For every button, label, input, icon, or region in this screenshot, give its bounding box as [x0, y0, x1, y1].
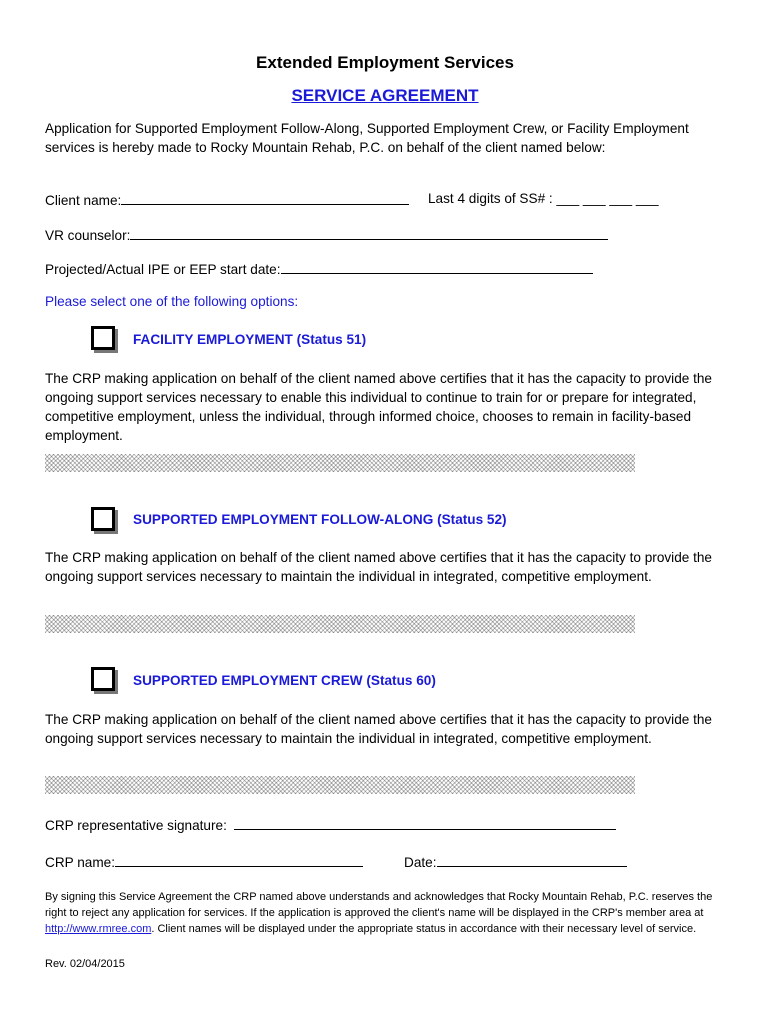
start-date-field[interactable] [281, 260, 593, 274]
crp-name-row [45, 853, 363, 870]
date-row [404, 853, 627, 870]
intro-paragraph: Application for Supported Employment Follow-Along, Supported Employment Crew, or Facility Employment services is hereby made to Rocky Mountain Rehab, P.C. on behalf of the client named below: [45, 121, 689, 155]
date-field[interactable] [437, 853, 627, 867]
section-divider [45, 776, 635, 794]
vr-counselor-row [45, 226, 608, 243]
document-subtitle: SERVICE AGREEMENT [291, 86, 479, 105]
client-name-label: Client name: [45, 193, 122, 208]
ss-digits-field[interactable]: Last 4 digits of SS# : ___ ___ ___ ___ [428, 191, 659, 206]
footer-note-text: By signing this Service Agreement the CRP named above understands and acknowledges that Rocky Mountain Rehab, P.C. reserves the right to reject any application for services. If the application is approved the client's name will be displayed in the CRP's member area at [45, 891, 713, 919]
crew-label: SUPPORTED EMPLOYMENT CREW (Status 60) [133, 673, 436, 688]
date-label: Date: [404, 855, 437, 870]
follow-along-text: The CRP making application on behalf of the client named above certifies that it has the capacity to provide the ongoing support services necessary to maintain the individual in integrated, competitive employment. [45, 550, 712, 584]
revision-date: Rev. 02/04/2015 [45, 958, 125, 970]
crp-name-field[interactable] [115, 853, 363, 867]
facility-employment-text: The CRP making application on behalf of the client named above certifies that it has the capacity to provide the ongoing support services necessary to enable this individual to continue to train for or prepare for integrated, competitive employment, unless the individual, through informed choice, chooses to remain in facility-based employment. [45, 371, 712, 443]
start-date-label: Projected/Actual IPE or EEP start date: [45, 262, 281, 277]
signature-label: CRP representative signature: [45, 818, 227, 833]
start-date-row [45, 260, 593, 277]
crew-checkbox[interactable] [91, 667, 115, 691]
crp-name-label: CRP name: [45, 855, 116, 870]
vr-counselor-field[interactable] [130, 226, 608, 240]
document-title: Extended Employment Services [256, 53, 514, 72]
client-name-field[interactable] [121, 191, 409, 205]
section-divider [45, 454, 635, 472]
follow-along-checkbox[interactable] [91, 507, 115, 531]
facility-employment-checkbox[interactable] [91, 326, 115, 350]
select-prompt: Please select one of the following options: [45, 294, 299, 309]
member-area-link[interactable]: http://www.rmree.com [45, 923, 152, 935]
footer-note-text-end: . Client names will be displayed under the appropriate status in accordance with their necessary level of service. [151, 923, 697, 935]
client-name-row [45, 191, 409, 208]
section-divider [45, 615, 635, 633]
signature-field[interactable] [234, 816, 616, 830]
footer-note [45, 889, 725, 937]
signature-row [45, 816, 616, 833]
facility-employment-label: FACILITY EMPLOYMENT (Status 51) [133, 332, 367, 347]
crew-text: The CRP making application on behalf of the client named above certifies that it has the capacity to provide the ongoing support services necessary to maintain the individual in integrated, competitive employment. [45, 712, 712, 746]
follow-along-label: SUPPORTED EMPLOYMENT FOLLOW-ALONG (Status 52) [133, 512, 507, 527]
vr-counselor-label: VR counselor: [45, 228, 131, 243]
